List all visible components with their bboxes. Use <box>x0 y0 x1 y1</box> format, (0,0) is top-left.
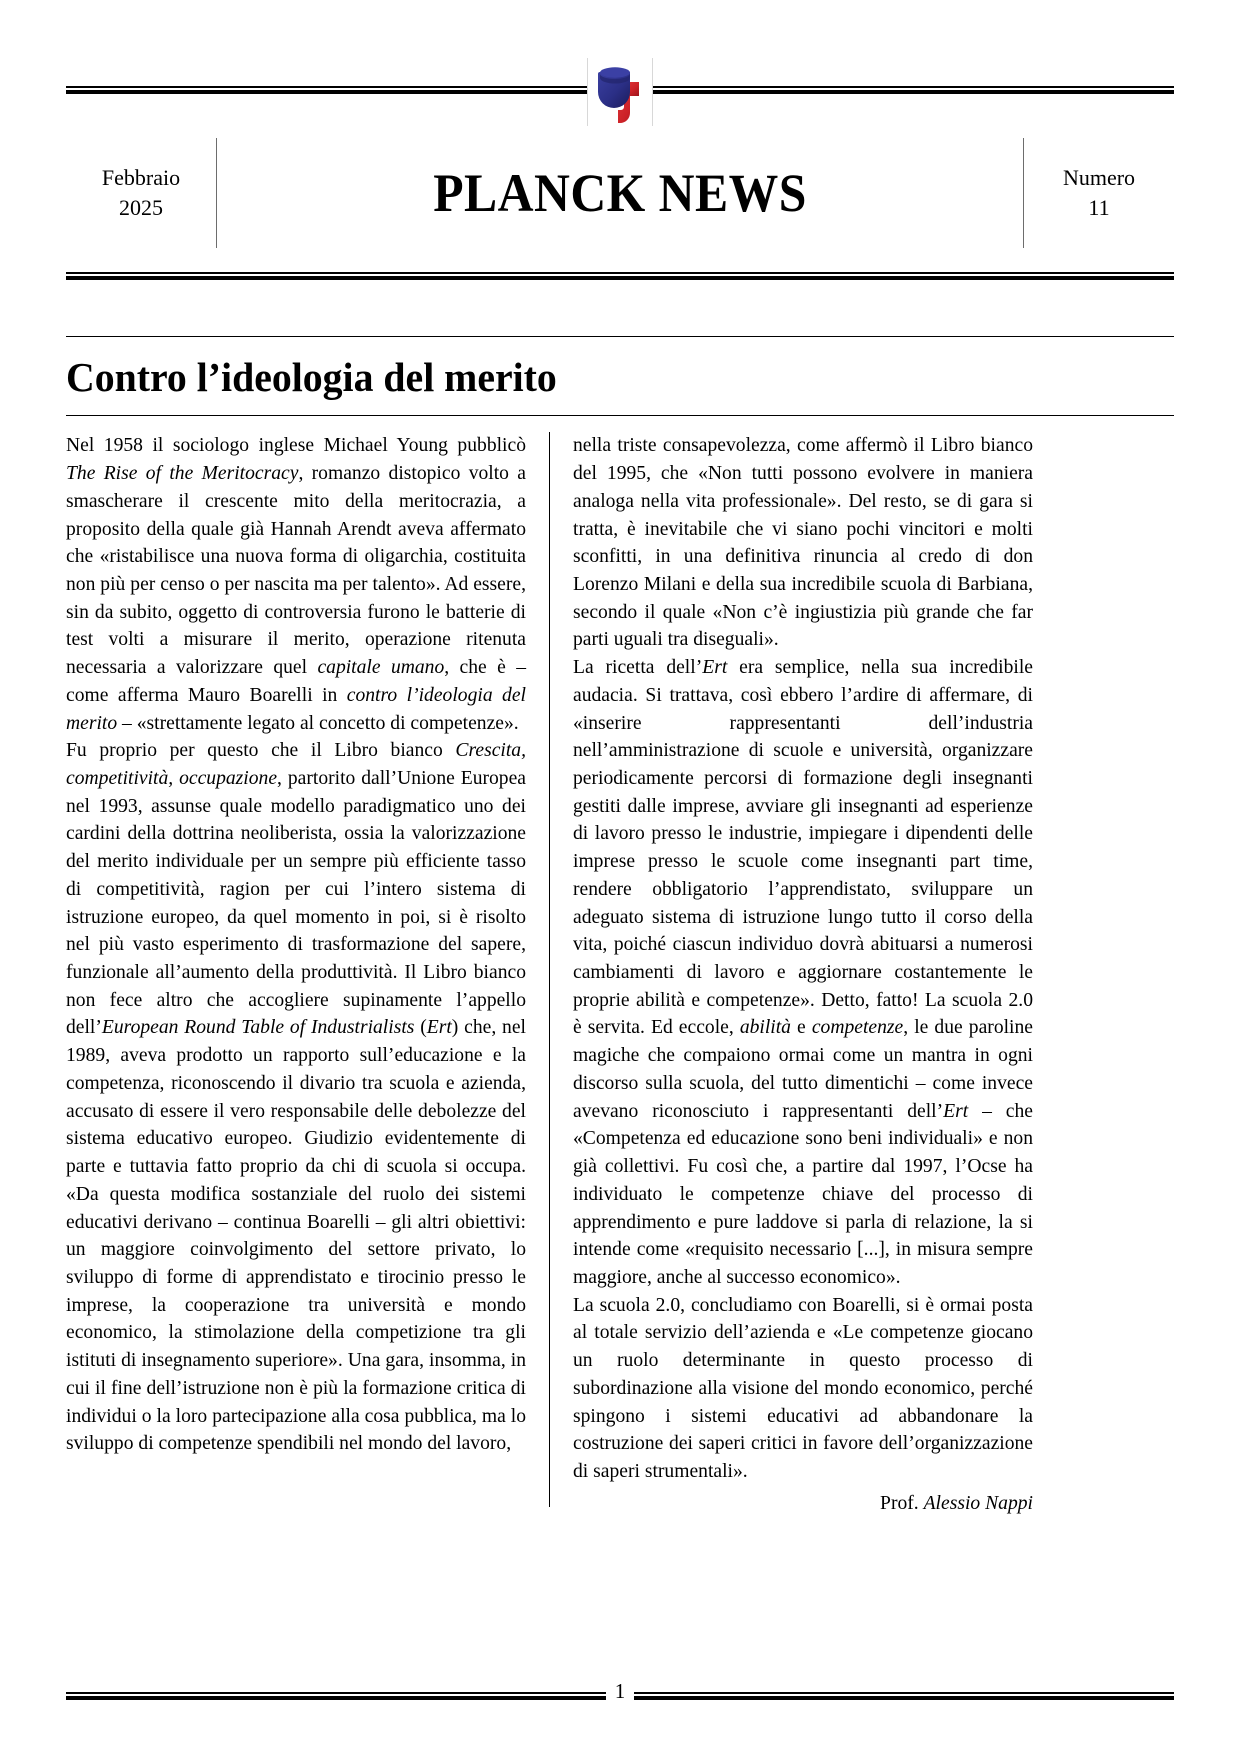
italic-abilita: abilità <box>739 1017 791 1039</box>
text-run: ( <box>414 1017 427 1039</box>
italic-ert: Ert <box>426 1017 452 1039</box>
text-run: , le due paroline magiche che compaiono ormai come un mantra in ogni discorso sulla scuola, del tutto dimentichi – come invece avevano riconosciuto i rappresentanti dell’ <box>573 1017 1033 1122</box>
byline-prefix: Prof. <box>880 1492 924 1514</box>
text-run: – che «Competenza ed educazione sono beni individuali» e non già collettivi. Fu così che, a partire dal 1997, l’Ocse ha individuato le competenze chiave del processo di apprendimento e pure laddove si parla di relazione, la si intende come «requisito necessario [...], in misura sempre maggiore, anche al successo economico». <box>573 1100 1033 1288</box>
text-run: Fu proprio per questo che il Libro bianco <box>66 740 456 762</box>
text-run: , romanzo distopico volto a smascherare il crescente mito della meritocrazia, a proposito della quale già Hannah Arendt aveva affermato che «ristabilisce una nuova forma di oligarchia, costituita non più per censo o per nascita ma per talento». Ad essere, sin da subito, oggetto di controversia furono le batterie di test volti a misurare il merito, operazione ritenuta necessaria a valorizzare quel <box>66 463 526 679</box>
page-number: 1 <box>608 1681 633 1702</box>
masthead-date-month: Febbraio <box>101 165 181 191</box>
article-columns <box>66 432 1174 1514</box>
planck-news-logo <box>587 58 653 126</box>
italic-capitale-umano: capitale umano <box>317 657 445 679</box>
paragraph: La scuola 2.0, concludiamo con Boarelli, si è ormai posta al totale servizio dell’azienda e «Le competenze giocano un ruolo determinante in questo processo di subordinazione alla visione del mondo economico, perché spingono i sistemi educativi ad abbandonare la costruzione dei saperi critici in favore dell’organizzazione di saperi strumentali». <box>573 1294 1033 1482</box>
italic-title-meritocracy: The Rise of the Meritocracy <box>66 463 299 485</box>
byline-author-name: Alessio Nappi <box>923 1492 1033 1514</box>
masthead-top-rule-area <box>66 60 1174 120</box>
column-divider <box>549 432 550 1507</box>
text-run: e <box>790 1017 812 1039</box>
masthead-bottom-rule-area <box>66 272 1174 282</box>
paragraph <box>66 432 526 737</box>
text-run: ) che, nel 1989, aveva prodotto un rapporto sull’educazione e la competenza, riconoscendo il divario tra scuola e azienda, accusato di essere il vero responsabile delle debolezze del sistema educativo europeo. Giudizio evidentemente di parte e tuttavia fatto proprio da chi di scuola si occupa. «Da questa modifica sostanziale del ruolo dei sistemi educativi derivano – continua Boarelli – gli altri obiettivi: un maggiore coinvolgimento del settore privato, lo sviluppo di forme di apprendistato e tirocinio presso le imprese, la cooperazione tra università e mondo economico, la stimolazione della competizione tra gli istituti di insegnamento superiore». Una gara, insomma, in cui il fine dell’istruzione non è più la formazione critica di individui o la loro partecipazione alla cosa pubblica, ma lo sviluppo di competenze spendibili nel mondo del lavoro, <box>66 1017 526 1455</box>
text-run: Nel 1958 il sociologo inglese Michael Young pubblicò <box>66 435 526 457</box>
text-run: era semplice, nella sua incredibile audacia. Si trattava, così ebbero l’ardire di affermare, di «inserire rappresentanti dell’industria nell’amministrazione di scuole e università, organizzare periodicamente percorsi di formazione degli insegnanti gestiti dalle imprese, avviare gli insegnanti ad esperienze di lavoro presso le industrie, impiegare i dipendenti delle imprese presso le scuole come insegnanti part time, rendere obbligatorio l’apprendistato, sviluppare un adeguato sistema di istruzione lungo tutto il corso della vita, poiché ciascun individuo dovrà abituarsi a numerosi cambiamenti di lavoro e aggiornare costantemente le proprie abilità e competenze». Detto, fatto! La scuola 2.0 è servita. Ed eccole, <box>573 657 1033 1039</box>
italic-ert: Ert <box>702 657 728 679</box>
article-byline <box>573 1490 1033 1518</box>
article-column-left <box>66 432 526 1507</box>
italic-ideologia-del-merito: contro l’ideologia del merito <box>66 684 526 734</box>
masthead-nameplate <box>66 138 1174 248</box>
text-run: – «strettamente legato al concetto di competenze». <box>117 712 519 734</box>
masthead-issue-label: Numero <box>1062 165 1136 191</box>
masthead-title: PLANCK NEWS <box>433 163 807 223</box>
masthead-date-year: 2025 <box>119 195 163 220</box>
masthead-date <box>66 138 216 248</box>
italic-competenze: competenze <box>811 1017 904 1039</box>
article-top-rule <box>66 336 1174 337</box>
masthead-issue <box>1024 138 1174 248</box>
page-footer <box>66 1681 1174 1707</box>
italic-european-round-table: European Round Table of Industrialists <box>101 1017 415 1039</box>
paragraph: nella triste consapevolezza, come affermò il Libro bianco del 1995, che «Non tutti possono evolvere in maniera analoga nella vita professionale». Del resto, se di gara si tratta, è inevitabile che vi siano pochi vincitori e molti sconfitti, in una definitiva rinuncia al credo di don Lorenzo Milani e della sua incredibile scuola di Barbiana, secondo il quale «Non c’è ingiustizia più grande che far parti uguali tra diseguali». <box>573 435 1033 651</box>
masthead-title-area <box>217 138 1023 248</box>
article-column-right <box>573 432 1033 1514</box>
footer-rule-right <box>634 1692 1174 1700</box>
masthead-issue-number: 11 <box>1088 195 1110 220</box>
paragraph <box>66 737 526 1458</box>
headline-bottom-rule <box>66 415 1174 416</box>
italic-crescita-competitivita: Crescita, competitività, occupazione <box>66 740 526 789</box>
text-run: La ricetta dell’ <box>573 657 703 679</box>
italic-ert: Ert <box>943 1100 969 1122</box>
text-run: , che è – come afferma Mauro Boarelli in <box>66 657 526 706</box>
article-headline: Contro l’ideologia del merito <box>66 354 557 400</box>
masthead-bottom-rule <box>66 272 1174 280</box>
footer-rule-left <box>66 1692 606 1700</box>
paragraph <box>573 654 1033 1292</box>
text-run: , partorito dall’Unione Europea nel 1993, assunse quale modello paradigmatico uno dei cardini della dottrina neoliberista, ossia la valorizzazione del merito individuale per un sempre più efficiente tasso di competitività, ragion per cui l’intero sistema di istruzione europeo, da quel momento in poi, si è risolto nel più vasto esperimento di trasformazione del sapere, funzionale all’aumento della produttività. Il Libro bianco non fece altro che accogliere supinamente l’appello dell’ <box>66 768 526 1039</box>
